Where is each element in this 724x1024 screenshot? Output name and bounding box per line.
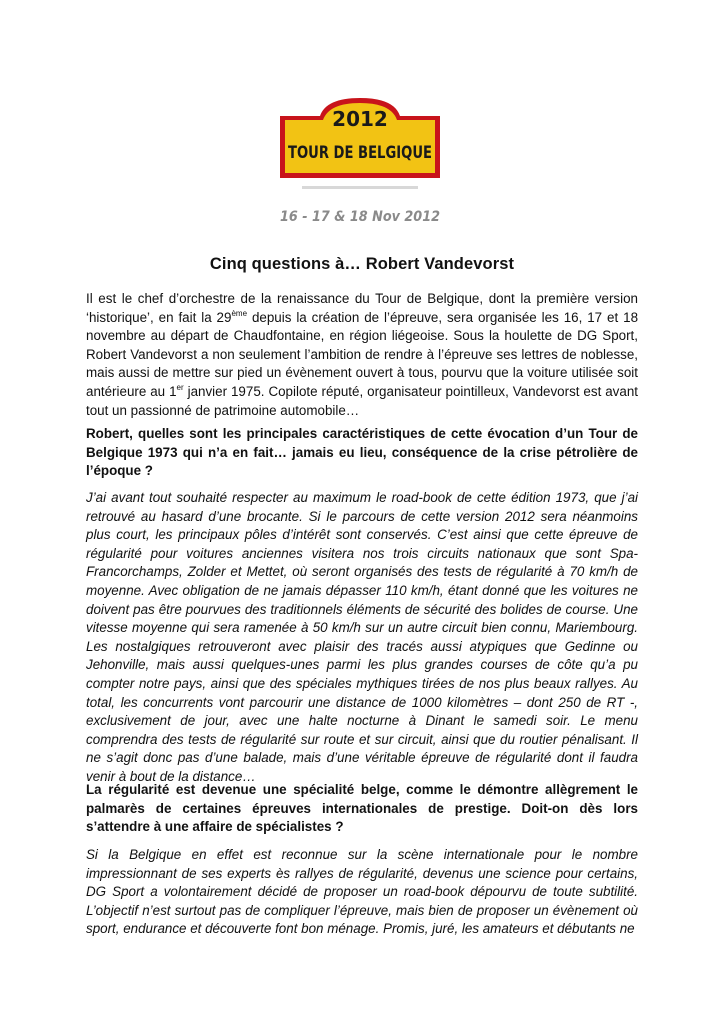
article-title: Cinq questions à… Robert Vandevorst bbox=[209, 255, 515, 273]
intro-text-3: janvier 1975. Copilote réputé, organisateur pointilleux, Vandevorst est avant tout un passionné de patrimoine automobile… bbox=[86, 383, 638, 418]
answer-2 bbox=[86, 846, 638, 939]
question-2-text: La régularité est devenue une spécialité belge, comme le démontre allègrement le palmarès de certaines épreuves internationales de prestige. Doit-on dès lors s’attendre à une affaire de spécialistes ? bbox=[86, 782, 638, 835]
logo-dates: 16 - 17 & 18 Nov 2012 bbox=[280, 209, 440, 225]
question-2 bbox=[86, 781, 638, 837]
logo-year: 2012 bbox=[332, 107, 388, 131]
logo-name: TOUR DE BELGIQUE bbox=[288, 143, 432, 163]
intro-superscript-2: er bbox=[176, 382, 184, 392]
intro-paragraph bbox=[86, 290, 638, 420]
intro-superscript-1: ème bbox=[231, 308, 248, 318]
answer-1 bbox=[86, 489, 638, 787]
intro-text-1: Il est le chef d’orchestre de la renaissance du Tour de Belgique, dont la première version ‘historique’, en fait la 29 bbox=[86, 291, 638, 325]
rally-plate-logo-graphic bbox=[262, 92, 458, 228]
question-1 bbox=[86, 425, 638, 481]
tour-de-belgique-logo bbox=[262, 92, 458, 228]
question-1-text: Robert, quelles sont les principales caractéristiques de cette évocation d’un Tour de Belgique 1973 qui n’a en fait… jamais eu lieu, conséquence de la crise pétrolière de l’époque ? bbox=[86, 426, 638, 479]
answer-1-text: J’ai avant tout souhaité respecter au maximum le road-book de cette édition 1973, que j’ai retrouvé au hasard d’une brocante. Si le parcours de cette version 2012 sera néanmoins plus court, les principaux pôles d’intérêt sont conservés. C’est ainsi que cette épreuve de régularité pour voitures anciennes visitera nos trois circuits nationaux que sont Spa-Francorchamps, Zolder et Mettet, où seront organisés des tests de régularité à 70 km/h de moyenne. Avec obligation de ne jamais dépasser 110 km/h, étant donné que les voitures ne doivent pas être pourvues des traditionnels éléments de sécurité des bolides de course. Une vitesse moyenne qui sera ramenée à 50 km/h sur un autre circuit bien connu, Mariembourg. Les nostalgiques retrouveront avec plaisir des tracés aussi atypiques que Gedinne ou Jehonville, mais aussi quelques-unes parmi les plus grandes courses de côte qu’a pu compter notre pays, ainsi que des spéciales mythiques tirées de nos plus beaux rallyes. Au total, les concurrents vont parcourir une distance de 1000 kilomètres – dont 250 de RT -, exclusivement de jour, avec une halte nocturne à Dinant le samedi soir. Le menu comprendra des tests de régularité sur route et sur circuit, ainsi que du routier pénalisant. Il ne s’agit donc pas d’une balade, mais d’une véritable épreuve de régularité dont il faudra venir à bout de la distance… bbox=[86, 490, 638, 784]
intro-text-2: depuis la création de l’épreuve, sera organisée les 16, 17 et 18 novembre au départ de Chaudfontaine, en région liégeoise. Sous la houlette de DG Sport, Robert Vandevorst a non seulement l’ambition de rendre à l’épreuve ses lettres de noblesse, mais aussi de mettre sur pied un évènement ouvert à tous, pourvu que la voiture utilisée soit antérieure au 1 bbox=[86, 309, 639, 399]
answer-2-text: Si la Belgique en effet est reconnue sur la scène internationale pour le nombre impressionnant de ses experts ès rallyes de régularité, devenus une science pour certains, DG Sport a volontairement décidé de proposer un road-book dépourvu de toute subtilité. L’objectif n’est surtout pas de compliquer l’épreuve, mais bien de proposer un évènement où sport, endurance et découverte font bon ménage. Promis, juré, les amateurs et débutants ne bbox=[86, 847, 638, 937]
